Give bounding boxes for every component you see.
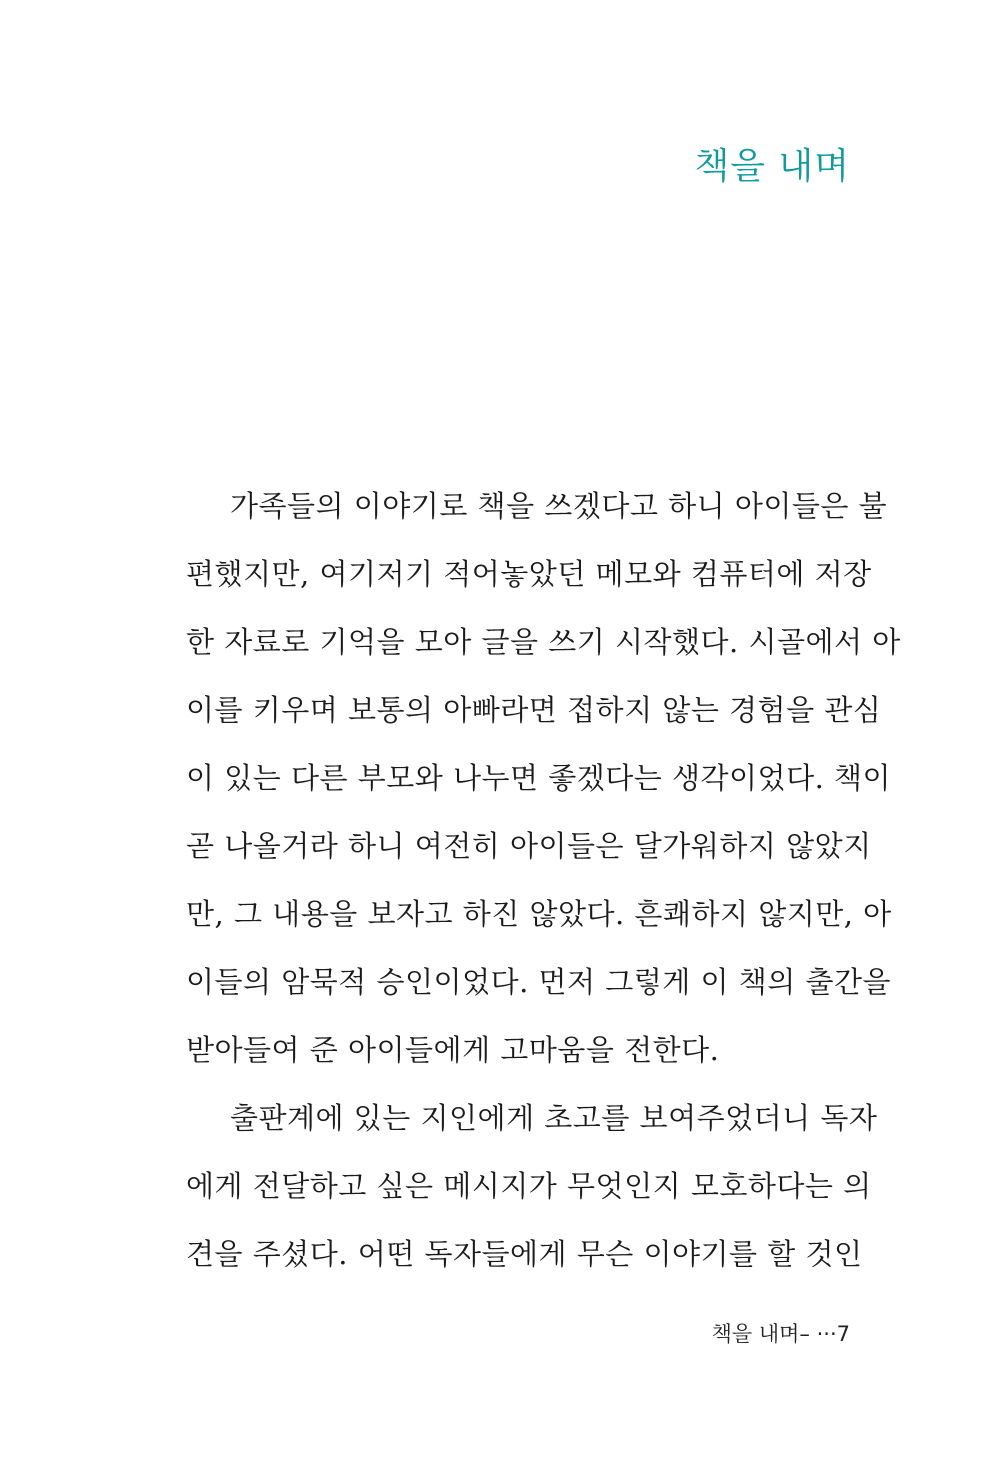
body-text [186,478,901,1294]
paragraph-line: 에게 전달하고 싶은 메시지가 무엇인지 모호하다는 의 [186,1169,872,1203]
paragraph-line: 이 있는 다른 부모와 나누면 좋겠다는 생각이었다. 책이 [186,761,892,795]
chapter-title: 책을 내며 [694,146,850,187]
footer-dots: ··· [816,1322,837,1346]
paragraph-line: 편했지만, 여기저기 적어놓았던 메모와 컴퓨터에 저장 [186,557,872,591]
paragraph-line: 만, 그 내용을 보자고 하진 않았다. 흔쾌하지 않지만, 아 [186,897,892,931]
paragraph-line: 곧 나올거라 하니 여전히 아이들은 달가워하지 않았지 [186,829,872,863]
running-footer [712,1318,850,1348]
page-number: 7 [836,1322,850,1346]
paragraph-line: 견을 주셨다. 어떤 독자들에게 무슨 이야기를 할 것인 [186,1237,863,1271]
footer-running-title: 책을 내며 [711,1322,800,1346]
paragraph-line: 출판계에 있는 지인에게 초고를 보여주었더니 독자 [230,1101,878,1135]
paragraph-line: 이를 키우며 보통의 아빠라면 접하지 않는 경험을 관심 [186,693,882,727]
paragraph-line: 한 자료로 기억을 모아 글을 쓰기 시작했다. 시골에서 아 [186,625,901,659]
paragraph-line: 받아들여 준 아이들에게 고마움을 전한다. [186,1033,720,1067]
footer-separator: – [799,1322,810,1346]
paragraph-line: 이들의 암묵적 승인이었다. 먼저 그렇게 이 책의 출간을 [186,965,892,999]
paragraph-line: 가족들의 이야기로 책을 쓰겠다고 하니 아이들은 불 [230,489,888,523]
